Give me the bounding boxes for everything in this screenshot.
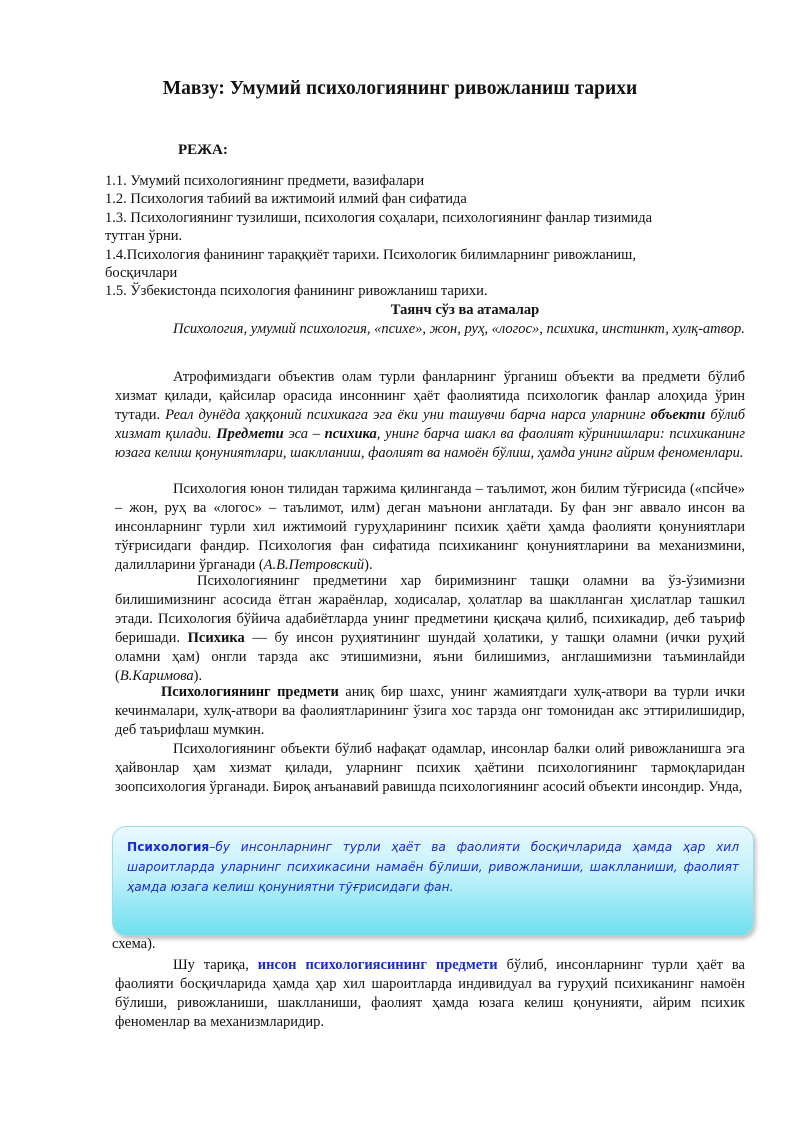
paragraph-object: Психологиянинг объекти бўлиб нафақат одамлар, инсонлар балки олий ривожланишга эга ҳайвонлар ҳам хизмат қилади, уларнинг психик ҳаётини психологиянинг тармоқларидан зоопсихология ўрганади. Бироқ анъанавий равишда психологиянинг асосий объекти инсондир. Унда, [115, 741, 745, 795]
plan-item: 1.2. Психология табиий ва ижтимоий илмий фан сифатида [105, 191, 467, 208]
plan-item: тутган ўрни. [105, 228, 183, 245]
plan-item: 1.3. Психологиянинг тузилиши, психология соҳалари, психологиянинг фанлар тизимида [105, 209, 653, 226]
plan-heading: РЕЖА: [178, 142, 228, 158]
keywords-heading: Таянч сўз ва атамалар [390, 302, 540, 318]
plan-list [105, 172, 745, 301]
paragraph-conclusion: Шу тариқа, инсон психологиясининг предмети бўлиб, инсонларнинг турли ҳаёт ва фаолияти босқичларида ҳамда ҳар хил шароитларда индивидуал ва гуруҳий психиканинг намоён бўлиши, ривожланиши, шаклланиши, фаолият ҳамда юзага келиш қонунияти, айрим психик феноменлар ва механизмларидир. [115, 957, 745, 1030]
page-title: Мавзу: Умумий психологиянинг ривожланиш тарихи [162, 78, 638, 99]
schema-fragment: схема). [112, 936, 156, 952]
paragraph-subject-definition: Психологиянинг предмети аниқ бир шахс, унинг жамиятдаги хулқ-атвори ва турли ички кечинмалари, хулқ-атвори ва фаолиятларининг ўзига хос тарзда онг томонидан акс эттирилишидир, деб таърифлаш мумкин. [115, 684, 745, 738]
paragraph-etymology: Психология юнон тилидан таржима қилинганда – таълимот, жон билим тўғрисида («псйче» – жон, руҳ ва «логос» – таълимот, илм) деган маънони англатади. Бу фан энг аввало инсон ва инсонларнинг турли хил ижтимоий гуруҳларининг психик ҳаёти ҳамда фаолияти қонуниятлари тўғрисидаги фандир. Психология фан сифатида психиканинг қонуниятларини ва механизмини, далилларини ўрганади (А.В.Петровский). [115, 481, 745, 573]
callout-text [127, 837, 739, 897]
plan-item: босқичлари [105, 265, 178, 282]
paragraph-psyche-definition: Психологиянинг предметини хар биримизнинг ташқи оламни ва ўз-ўзимизни билишимизнинг асосида ётган жараёнлар, ходисалар, ҳолатлар ва шаклланган ҳислатлар ташкил этади. Психология бўйича адабиётларда унинг предметини қисқача қилиб, психикадир, деб таъриф беришади. Психика — бу инсон руҳиятининг шундай ҳолатики, у ташқи оламни (ички руҳий оламни ҳам) онгли тарзда акс этишимизни, яъни билишимиз, англашимизни таъминлайди (В.Каримова). [115, 573, 745, 684]
callout-definition: –бу инсонларнинг турли ҳаёт ва фаолияти босқичларида ҳамда ҳар хил шароитларда уларнинг психикасини намаён бўлиши, ривожланиши, шаклланиши, фаолият ҳамда юзага келиш қонуниятни тўғрисидаги фан. [127, 840, 739, 894]
definition-callout [112, 826, 754, 936]
plan-item: 1.4.Психология фанининг тараққиёт тарихи. Психологик билимларнинг ривожланиш, [105, 246, 636, 263]
plan-item: 1.5. Ўзбекистонда психология фанининг ривожланиш тарихи. [105, 283, 488, 300]
paragraph-object-subject: Атрофимиздаги объектив олам турли фанларнинг ўрганиш объекти ва предмети бўлиб хизмат қилади, қайсилар орасида инсоннинг ҳаёт фаолиятида психологик фанлар алоҳида ўрин тутади. Реал дунёда ҳаққоний психикага эга ёки уни ташувчи барча нарса уларнинг объекти бўлиб хизмат қилади. Предмети эса – психика, унинг барча шакл ва фаолият кўринишлари: психиканинг юзага келиш қонуниятлари, шаклланиш, фаолият ва намоён бўлиш, ҳамда унинг айрим феноменлари. [115, 369, 746, 461]
plan-item: 1.1. Умумий психологиянинг предмети, вазифалари [105, 173, 425, 189]
callout-term: Психология [127, 840, 210, 854]
keywords-text: Психология, умумий психология, «психе», жон, руҳ, «логос», психика, инстинкт, хулқ-атвор. [173, 321, 745, 337]
